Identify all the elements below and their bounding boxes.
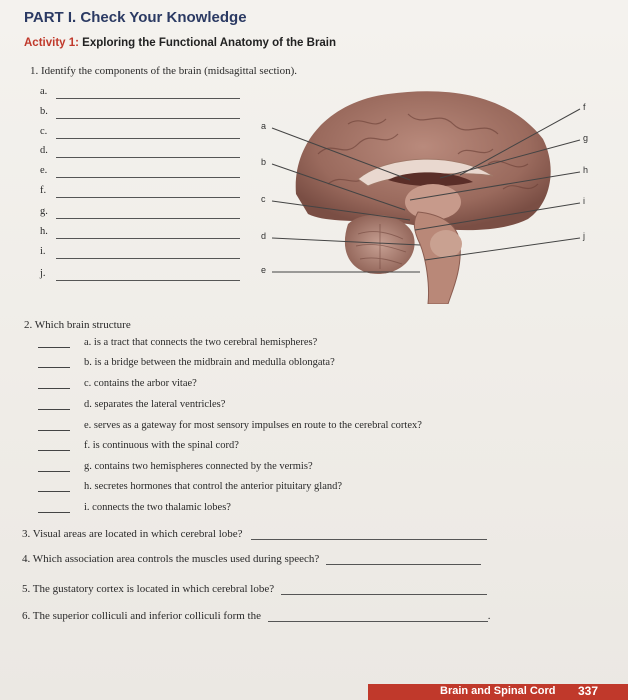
answer-blank[interactable] [38,409,70,410]
page-number: 337 [578,684,599,698]
answer-blank-i[interactable] [40,246,250,262]
figure-label-h: h [583,165,589,175]
question-5-text: 5. The gustatory cortex is located in which cerebral lobe? [22,583,275,595]
q2-item-text: i. connects the two thalamic lobes? [84,502,231,513]
blank-letter: e. [40,165,48,176]
q2-item[interactable] [38,399,558,415]
q2-item[interactable] [38,357,558,373]
figure-label-a: a [261,121,267,131]
answer-blank[interactable] [38,471,70,472]
q2-item-text: e. serves as a gateway for most sensory impulses en route to the cerebral cortex? [84,420,422,431]
answer-blank-d[interactable] [40,145,250,161]
blank-letter: c. [40,126,48,137]
answer-blank[interactable] [38,388,70,389]
answer-blank[interactable] [38,491,70,492]
question-4-answer-line[interactable] [326,552,481,565]
figure-label-f: f [583,102,586,112]
question-6-text: 6. The superior colliculi and inferior colliculi form the [22,610,261,622]
blank-letter: j. [40,268,46,279]
part-title: PART I. Check Your Knowledge [24,9,247,26]
q2-item-text: g. contains two hemispheres connected by the vermis? [84,461,313,472]
q2-item-text: b. is a bridge between the midbrain and medulla oblongata? [84,357,335,368]
blank-letter: g. [40,206,48,217]
answer-blank[interactable] [38,450,70,451]
question-1-prompt: 1. Identify the components of the brain (midsagittal section). [30,65,297,77]
q2-item-text: c. contains the arbor vitae? [84,378,197,389]
question-5-answer-line[interactable] [281,582,487,595]
answer-blank[interactable] [38,512,70,513]
footer-title: Brain and Spinal Cord [440,685,556,697]
question-6-answer-line[interactable] [268,609,488,622]
leader-lines [260,80,600,305]
question-4 [22,552,481,565]
answer-blank-j[interactable] [40,268,250,284]
answer-blank-h[interactable] [40,226,250,242]
activity-heading [24,37,336,49]
answer-blank-e[interactable] [40,165,250,181]
q2-item[interactable] [38,440,558,456]
q2-item-text: d. separates the lateral ventricles? [84,399,226,410]
q2-item[interactable] [38,461,558,477]
question-2-prompt: 2. Which brain structure [24,319,131,331]
answer-blank[interactable] [38,430,70,431]
question-3 [22,527,487,540]
q2-item[interactable] [38,502,558,518]
answer-blank[interactable] [38,367,70,368]
blank-letter: b. [40,106,48,117]
question-5 [22,582,487,595]
answer-blank-b[interactable] [40,106,250,122]
question-3-text: 3. Visual areas are located in which cerebral lobe? [22,528,243,540]
answer-blank-a[interactable] [40,86,250,102]
question-3-answer-line[interactable] [251,527,487,540]
q2-item[interactable] [38,337,558,353]
blank-letter: d. [40,145,48,156]
blank-letter: h. [40,226,48,237]
activity-label: Activity 1: [24,37,79,49]
q2-item[interactable] [38,481,558,497]
figure-label-d: d [261,231,267,241]
q2-item-text: a. is a tract that connects the two cerebral hemispheres? [84,337,318,348]
blank-letter: i. [40,246,46,257]
q2-item[interactable] [38,420,558,436]
question-4-text: 4. Which association area controls the muscles used during speech? [22,553,320,565]
answer-blank-g[interactable] [40,206,250,222]
q2-item[interactable] [38,378,558,394]
blank-letter: a. [40,86,48,97]
figure-label-i: i [583,196,585,206]
answer-blank-c[interactable] [40,126,250,142]
figure-label-e: e [261,265,267,275]
figure-label-b: b [261,157,267,167]
answer-blank[interactable] [38,347,70,348]
figure-label-c: c [261,194,266,204]
question-6: 6. The superior colliculi and inferior colliculi form the . [22,610,491,622]
activity-title: Exploring the Functional Anatomy of the Brain [82,37,337,49]
figure-label-g: g [583,133,589,143]
q2-item-text: f. is continuous with the spinal cord? [84,440,239,451]
brain-midsagittal-figure [260,80,600,305]
blank-letter: f. [40,185,47,196]
q2-item-text: h. secretes hormones that control the anterior pituitary gland? [84,481,343,492]
answer-blank-f[interactable] [40,185,250,201]
figure-label-j: j [583,231,585,241]
